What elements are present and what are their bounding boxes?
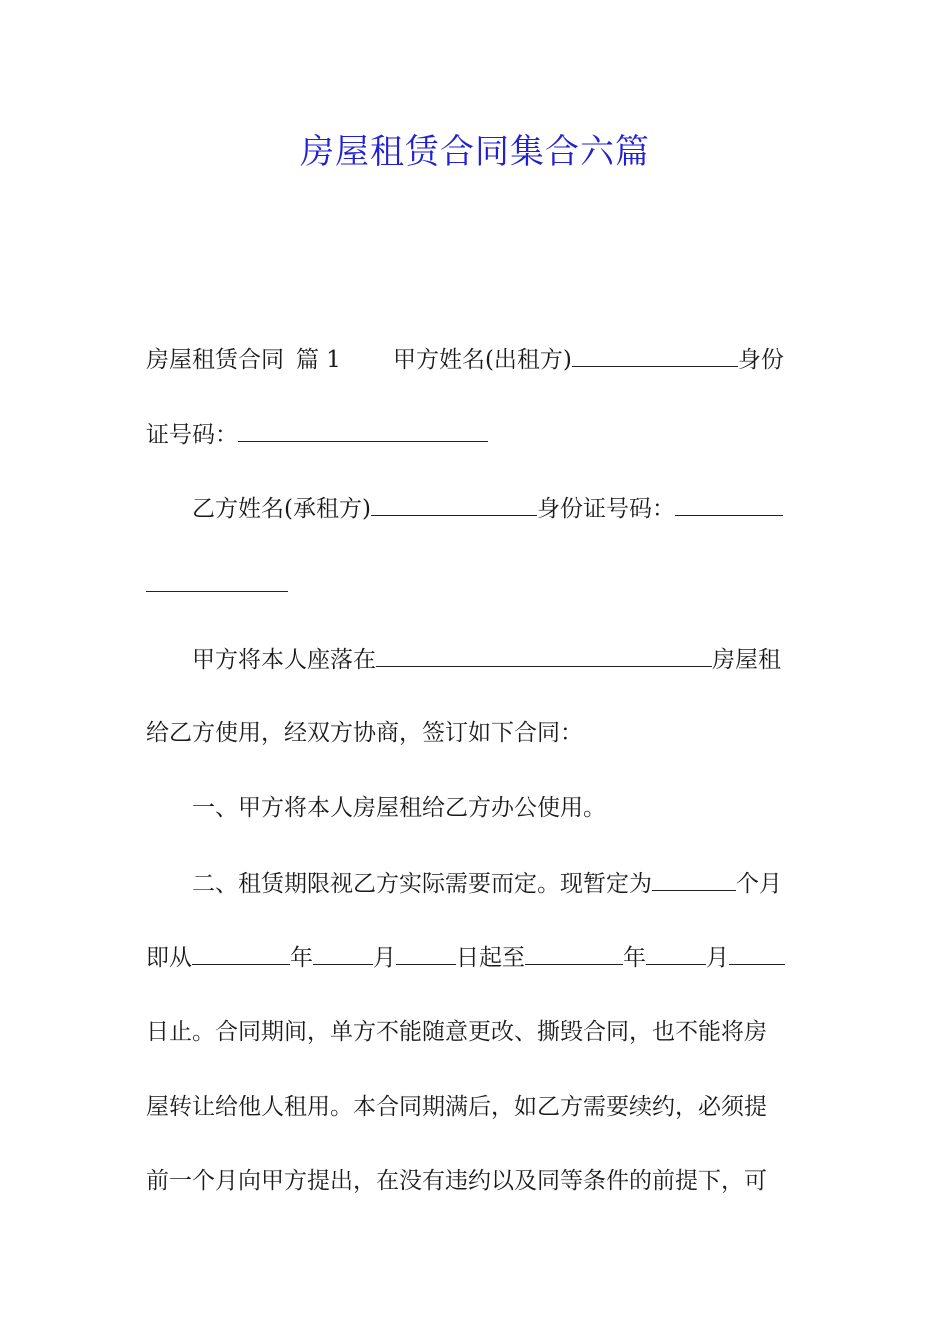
section-label: 篇 1 — [296, 347, 341, 373]
year-label-2: 年 — [623, 945, 646, 971]
paragraph-line — [146, 1164, 806, 1198]
start-day-blank — [396, 944, 456, 965]
from-label: 即从 — [146, 945, 192, 971]
start-year-blank — [192, 944, 290, 965]
paragraph-line — [146, 568, 806, 602]
agreement-text: 给乙方使用，经双方协商，签订如下合同： — [146, 720, 583, 746]
day-to-label: 日起至 — [456, 945, 525, 971]
clause-1-text: 一、甲方将本人房屋租给乙方办公使用。 — [192, 795, 606, 821]
document-title: 房屋租赁合同集合六篇 — [300, 132, 650, 172]
location-text: 甲方将本人座落在 — [192, 647, 376, 673]
party-b-id-blank — [675, 495, 783, 516]
months-blank — [652, 870, 736, 891]
party-a-name-blank — [572, 346, 738, 367]
party-b-id-label: 身份证号码： — [536, 496, 675, 522]
paragraph-line — [146, 418, 806, 452]
contract-heading: 房屋租赁合同 — [146, 347, 284, 373]
party-a-label: 甲方姓名(出租方) — [392, 347, 572, 373]
party-b-name-blank — [371, 495, 537, 516]
paragraph-line — [146, 1015, 806, 1049]
clause-1 — [192, 791, 806, 825]
paragraph-line — [192, 643, 806, 677]
party-b-label: 乙方姓名(承租方) — [192, 496, 371, 522]
party-a-id-blank — [238, 421, 488, 442]
start-month-blank — [313, 944, 373, 965]
year-label: 年 — [290, 945, 313, 971]
location-text-end: 房屋租 — [712, 647, 781, 673]
party-b-id-blank-cont — [146, 571, 288, 592]
month-label-2: 月 — [706, 945, 729, 971]
end-year-blank — [525, 944, 623, 965]
months-label: 个月 — [736, 871, 782, 897]
month-label: 月 — [373, 945, 396, 971]
paragraph-line — [192, 492, 806, 526]
paragraph-line — [146, 716, 806, 750]
end-month-blank — [646, 944, 706, 965]
paragraph-line — [146, 941, 806, 975]
clause-2 — [192, 867, 806, 901]
clause-2-text: 二、租赁期限视乙方实际需要而定。现暂定为 — [192, 871, 652, 897]
clause-2-line: 屋转让给他人租用。本合同期满后，如乙方需要续约，必须提 — [146, 1094, 767, 1120]
clause-2-line: 日止。合同期间，单方不能随意更改、撕毁合同，也不能将房 — [146, 1019, 767, 1045]
end-day-blank — [729, 944, 785, 965]
clause-2-line: 前一个月向甲方提出，在没有违约以及同等条件的前提下，可 — [146, 1168, 767, 1194]
id-label-end: 证号码： — [146, 422, 238, 448]
paragraph-line — [146, 343, 806, 377]
paragraph-line — [146, 1090, 806, 1124]
location-blank — [376, 646, 712, 667]
id-label-start: 身份 — [737, 347, 784, 373]
